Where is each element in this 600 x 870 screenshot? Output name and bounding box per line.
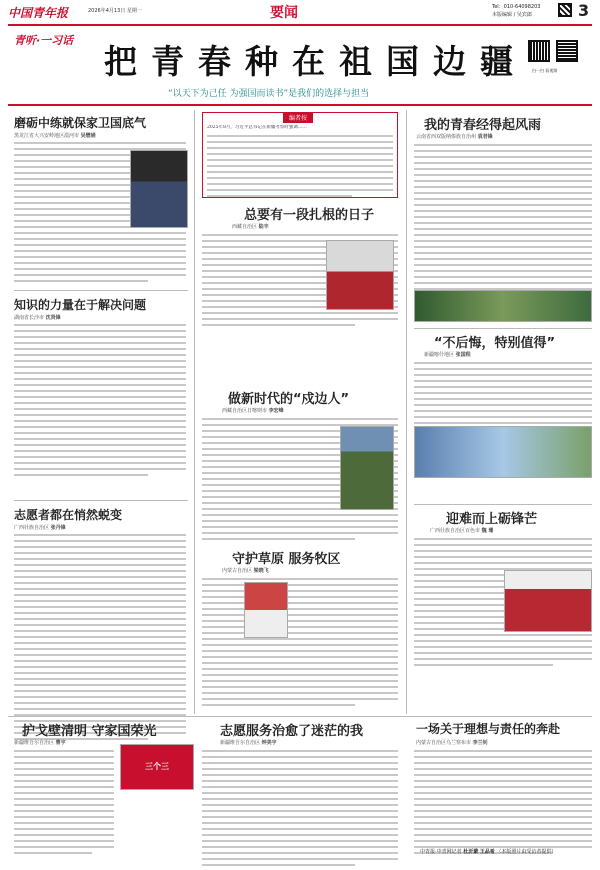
article-title-5: 总要有一段扎根的日子 — [244, 208, 375, 223]
author-5: 陆丰 — [258, 224, 269, 230]
article-title-2: 知识的力量在于解决问题 — [14, 298, 147, 312]
article-body-4 — [14, 750, 114, 858]
byline-text-7: 内蒙古自治区 — [222, 568, 253, 574]
article-body-3 — [14, 534, 186, 744]
col-sep-2 — [406, 110, 407, 714]
divider-1 — [14, 290, 188, 291]
article-title-11: 迎难而上砺锋芒 — [446, 512, 538, 527]
qr-caption: 扫一扫 看视频 — [532, 68, 558, 73]
byline-text-6: 西藏自治区日喀则市 — [222, 408, 268, 414]
article-byline-11 — [430, 527, 493, 534]
author-2: 沈贤锋 — [45, 315, 61, 321]
article-byline-5 — [232, 223, 269, 230]
article-byline-6 — [222, 407, 284, 414]
page-footer — [420, 848, 556, 855]
article-photo-7 — [244, 582, 288, 638]
article-byline-7 — [222, 567, 269, 574]
byline-text-1: 黑龙江省大兴安岭地区漠河市 — [14, 133, 80, 139]
article-photo-5 — [326, 240, 394, 310]
article-byline-3 — [14, 524, 66, 531]
author-4: 曹宇 — [55, 740, 66, 746]
author-10: 张国程 — [455, 352, 471, 358]
section-label: 要闻 — [270, 5, 298, 21]
author-6: 李宏峰 — [268, 408, 284, 414]
article-body-9 — [414, 144, 592, 306]
banner-qr-1 — [528, 40, 550, 62]
footer-note: （本版照片由受访者提供） — [496, 849, 557, 855]
article-byline-8 — [220, 739, 277, 746]
article-title-10: “不后悔，特别值得” — [434, 336, 556, 351]
article-photo-6 — [340, 426, 394, 510]
article-byline-9 — [416, 133, 493, 140]
divider-r2 — [414, 504, 592, 505]
paper-name: 中国青年报 — [8, 6, 69, 20]
editor-note-text: 2025年8月，习近平总书记在新疆考察时强调…… — [207, 125, 307, 130]
author-9: 袁君锋 — [477, 134, 493, 140]
article-title-4: 护戈壁清明 守家国荣光 — [22, 724, 157, 739]
byline-text-10: 新疆喀什地区 — [424, 352, 455, 358]
main-headline: 把青春种在祖国边疆 — [104, 42, 527, 81]
article-photo-1 — [130, 150, 188, 228]
byline-text-5: 西藏自治区 — [232, 224, 258, 230]
editor-note-box — [202, 112, 398, 198]
photo-caption: 三个三 — [145, 762, 169, 771]
editor-note-label: 编者按 — [283, 112, 313, 123]
author-12: 李兰钊 — [472, 740, 488, 746]
article-title-6: 做新时代的“戍边人” — [228, 392, 350, 407]
author-3: 张丹锋 — [50, 525, 66, 531]
article-byline-12 — [416, 739, 488, 746]
article-byline-1 — [14, 132, 96, 139]
footer-author-1: 杜沂蒙 — [463, 849, 479, 855]
masthead-qr-icon — [558, 3, 572, 17]
page-editor: 本版编辑 / 吴宾郎 — [492, 12, 532, 18]
article-body-2 — [14, 324, 186, 480]
author-8: 钟美宇 — [261, 740, 277, 746]
divider-2 — [14, 500, 188, 501]
article-byline-10 — [424, 351, 471, 358]
article-byline-4 — [14, 739, 66, 746]
author-7: 梁晓飞 — [253, 568, 269, 574]
byline-text-11: 广西壮族自治区百色市 — [430, 528, 481, 534]
masthead-rule — [8, 24, 592, 26]
author-11: 魏 珊 — [481, 528, 494, 534]
bottom-rule — [8, 716, 592, 717]
article-photo-4 — [120, 744, 194, 790]
article-byline-2 — [14, 314, 61, 321]
divider-r1 — [414, 328, 592, 329]
footer-author-2: 王品希 — [479, 849, 495, 855]
byline-text-9: 云南省西双版纳傣族自治州 — [416, 134, 477, 140]
byline-text-4: 新疆维吾尔自治区 — [14, 740, 55, 746]
banner-qr-2 — [556, 40, 578, 62]
article-title-1: 磨砺中练就保家卫国底气 — [14, 116, 147, 130]
issue-date: 2026年4月13日 星期一 — [88, 8, 142, 14]
byline-text-2: 湖南省长沙市 — [14, 315, 45, 321]
article-body-12 — [414, 750, 592, 858]
column-logo — [14, 34, 84, 74]
masthead — [0, 0, 600, 24]
footer-editor-label: 中青报·中青网记者 — [420, 849, 462, 855]
page-number: 3 — [578, 1, 590, 20]
banner-rule — [8, 104, 592, 106]
col-sep-1 — [194, 110, 195, 714]
main-subhead: “以天下为己任 为强国而读书”是我们的选择与担当 — [168, 89, 370, 99]
article-photo-9 — [414, 290, 592, 322]
article-photo-10 — [414, 426, 592, 478]
byline-text-8: 新疆维吾尔自治区 — [220, 740, 261, 746]
article-title-7: 守护草原 服务牧区 — [232, 552, 341, 567]
article-title-9: 我的青春经得起风雨 — [424, 118, 542, 133]
byline-text-12: 内蒙古自治区乌兰察布市 — [416, 740, 472, 746]
author-1: 吴懋娟 — [80, 133, 96, 139]
article-title-8: 志愿服务治愈了迷茫的我 — [220, 724, 364, 739]
article-title-3: 志愿者都在悄然蜕变 — [14, 508, 123, 522]
article-body-8 — [202, 750, 398, 870]
byline-text-3: 广西壮族自治区 — [14, 525, 50, 531]
article-body-7 — [202, 578, 398, 710]
article-title-12: 一场关于理想与责任的奔赴 — [416, 722, 561, 736]
column-logo-text: 青听·一习话 — [14, 34, 74, 47]
contact-tel: Tel：010-64098203 — [492, 4, 541, 10]
article-photo-11 — [504, 570, 592, 632]
